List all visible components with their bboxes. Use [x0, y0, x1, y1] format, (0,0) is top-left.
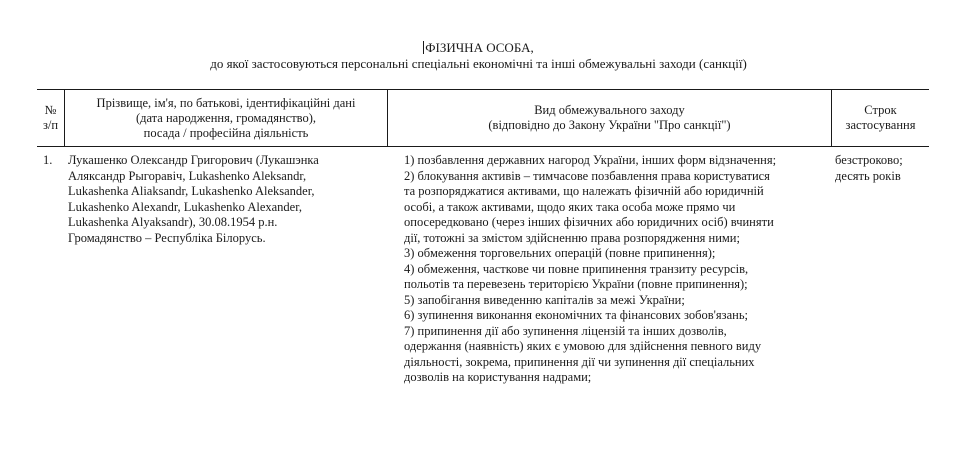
header-person-line: Прізвище, ім'я, по батькові, ідентифікаційні дані	[96, 95, 356, 110]
header-term	[832, 90, 929, 146]
person-line: Аляксандр Рыгоравіч, Lukashenko Aleksandr,	[68, 168, 307, 183]
term-line: десять років	[835, 168, 901, 183]
measure-line: 3) обмеження торговельних операцій (повне припинення);	[404, 246, 716, 260]
document-title	[0, 40, 957, 56]
person-details	[68, 153, 386, 246]
term-cell	[835, 153, 927, 184]
header-measure-line: Вид обмежувального заходу	[534, 103, 685, 117]
measure-line: 4) обмеження, часткове чи повне припинення транзиту ресурсів,	[404, 261, 749, 276]
table-row	[37, 147, 929, 407]
measure-line: одержання (наявність) яких є умовою для здійснення певного виду	[404, 339, 762, 353]
person-line: Lukashenko Alexandr, Lukashenko Alexander,	[68, 199, 303, 214]
document-subtitle: до якої застосовуються персональні спеціальні економічні та інші обмежувальні заходи (санкції)	[210, 56, 747, 71]
header-term-line: Строк	[864, 103, 897, 117]
person-line: Громадянство – Республіка Білорусь.	[68, 230, 266, 245]
document-title-text: ФІЗИЧНА ОСОБА,	[425, 40, 534, 55]
person-line: Лукашенко Олександр Григорович (Лукашэнка	[68, 153, 319, 167]
sanctions-table	[37, 89, 929, 407]
measure-line: 2) блокування активів – тимчасове позбавлення права користуватися	[404, 168, 770, 183]
measure-line: польотів та перевезень територією України (повне припинення);	[404, 277, 748, 291]
measure-line: дії, тотожні за змістом здійсненню права розпорядження ними;	[404, 230, 740, 245]
term-line: безстроково;	[835, 153, 903, 167]
header-person-line: посада / професійна діяльність	[143, 125, 309, 140]
header-number-line: з/п	[42, 118, 59, 132]
header-measure-line: (відповідно до Закону України "Про санкції")	[488, 118, 731, 132]
person-line: Lukashenka Alyaksandr), 30.08.1954 р.н.	[68, 215, 278, 229]
header-measure	[388, 90, 831, 146]
measure-line: 1) позбавлення державних нагород України, інших форм відзначення;	[404, 153, 777, 167]
measure-line: 7) припинення дії або зупинення ліцензій та інших дозволів,	[404, 323, 727, 338]
header-person-line: (дата народження, громадянство),	[135, 110, 317, 125]
table-header-row	[37, 89, 929, 147]
measure-line: опосередковано (через інших фізичних або юридичних осіб) вчиняти	[404, 215, 774, 229]
measure-line: 5) запобігання виведенню капіталів за межі України;	[404, 292, 685, 307]
measure-line: та розпоряджатися активами, що належать фізичній або юридичній	[404, 184, 764, 198]
header-term-line: застосування	[845, 118, 916, 132]
header-number-line: №	[44, 103, 57, 117]
measure-line: 6) зупинення виконання економічних та фінансових зобов'язань;	[404, 308, 748, 322]
measure-line: діяльності, зокрема, припинення дії чи зупинення дії спеціальних	[404, 354, 755, 369]
measure-line: особі, а також активами, щодо яких така особа може прямо чи	[404, 199, 736, 214]
header-person	[65, 90, 387, 146]
row-number: 1.	[43, 153, 53, 167]
measure-line: дозволів на користування надрами;	[404, 370, 592, 384]
person-line: Lukashenka Aliaksandr, Lukashenko Aleksander,	[68, 184, 315, 198]
header-number	[37, 90, 64, 146]
measure-list	[404, 153, 832, 386]
